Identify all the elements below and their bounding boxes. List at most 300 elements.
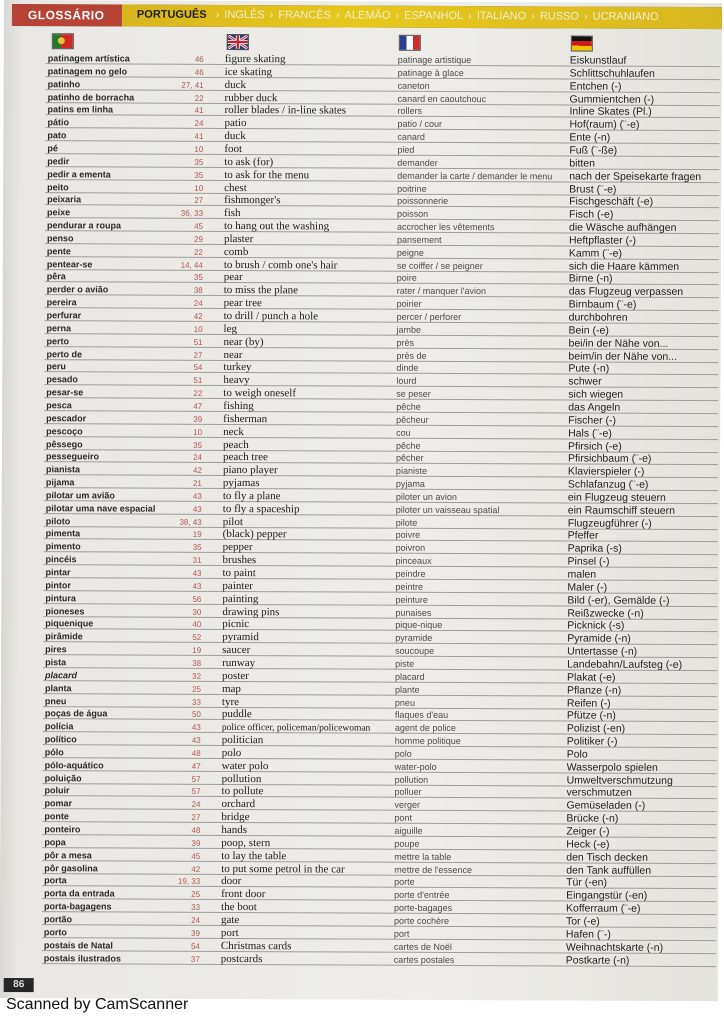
- page-reference: 57: [191, 774, 201, 784]
- french-term: peigne: [396, 247, 424, 258]
- english-term: turkey: [223, 361, 252, 374]
- german-term: Pfirsich (-e): [568, 439, 622, 453]
- french-term: percer / perforer: [396, 311, 462, 322]
- page-reference: 45: [191, 851, 201, 861]
- portuguese-term: pátio: [47, 117, 69, 128]
- portuguese-term: peixe: [47, 207, 71, 218]
- page-reference: 43: [191, 735, 201, 745]
- english-term: poster: [222, 669, 249, 682]
- english-term: foot: [224, 142, 243, 155]
- page-reference: 10: [194, 144, 204, 154]
- french-term: rollers: [397, 106, 423, 117]
- germany-flag-icon: [571, 35, 593, 51]
- german-term: beim/in der Nähe von...: [568, 350, 678, 363]
- german-term: Hof(raum) (¨-e): [569, 118, 640, 132]
- english-term: to hang out the washing: [223, 220, 330, 233]
- german-term: das Angeln: [568, 401, 621, 414]
- portuguese-term: patinho: [47, 78, 81, 90]
- page-reference: 45: [194, 221, 204, 231]
- page-reference: 41: [194, 106, 204, 116]
- english-term: to weigh oneself: [223, 387, 297, 400]
- english-term: pepper: [222, 541, 253, 554]
- portuguese-term: perder o avião: [46, 284, 109, 295]
- separator-chevron-icon: ›: [269, 9, 274, 22]
- page-reference: 35: [194, 157, 204, 167]
- page-reference: 19, 33: [177, 877, 201, 887]
- french-term: peindre: [395, 568, 426, 579]
- german-term: Pflanze (-n): [566, 684, 622, 697]
- portuguese-term: peixaria: [47, 194, 82, 205]
- page-reference: 50: [191, 710, 201, 720]
- french-term: verger: [394, 800, 421, 811]
- french-term: homme politique: [394, 735, 461, 747]
- portuguese-term: pólo-aquático: [44, 759, 104, 771]
- portuguese-term: ponteiro: [44, 824, 81, 835]
- page-reference: 43: [191, 723, 201, 733]
- german-term: Gemüseladen (-): [566, 799, 646, 813]
- french-term: canard en caoutchouc: [397, 93, 487, 104]
- english-term: tyre: [221, 695, 240, 708]
- german-term: Fuß (¨-ße): [569, 144, 618, 157]
- french-term: patinage artistique: [397, 54, 472, 66]
- french-term: pyramide: [395, 632, 433, 644]
- german-term: durchbohren: [568, 311, 628, 324]
- page-reference: 19: [192, 645, 202, 655]
- french-term: piste: [395, 658, 415, 669]
- page-reference: 42: [193, 466, 202, 476]
- german-term: Polizist (-en): [566, 722, 626, 735]
- portuguese-term: pilotar uma nave espacial: [45, 502, 156, 514]
- page-reference: 22: [193, 247, 203, 257]
- english-term: duck: [224, 130, 246, 143]
- german-term: Kamm (¨-e): [568, 247, 623, 260]
- page-reference: 35: [193, 273, 203, 283]
- glossary-title: GLOSSÁRIO: [27, 8, 105, 23]
- english-term: to brush / comb one's hair: [223, 258, 338, 272]
- language-item: UCRANIANO: [592, 10, 659, 23]
- french-term: pansement: [396, 234, 442, 245]
- german-term: Tor (-e): [565, 915, 600, 928]
- german-term: Hafen (¨-): [565, 928, 611, 941]
- english-term: picnic: [222, 618, 250, 631]
- portuguese-term: perto de: [46, 348, 82, 359]
- french-term: accrocher les vêtements: [396, 221, 495, 233]
- french-term: se peser: [396, 388, 431, 399]
- page-reference: 41: [194, 131, 204, 141]
- page-reference: 36, 33: [180, 208, 204, 219]
- uk-flag-icon: [227, 34, 249, 50]
- french-term: près: [396, 337, 415, 348]
- french-term: poitrine: [397, 183, 427, 194]
- german-term: den Tisch decken: [566, 851, 649, 864]
- german-term: Hals (¨-e): [568, 427, 612, 440]
- english-term: duck: [224, 78, 247, 91]
- page-reference: 25: [192, 684, 202, 694]
- page-reference: 10: [193, 427, 203, 437]
- portuguese-term: pé: [47, 143, 58, 154]
- german-term: Maler (-): [567, 581, 608, 594]
- page-reference: 43: [192, 491, 202, 501]
- english-term: to ask for the menu: [224, 168, 310, 181]
- german-term: Eingangstür (-en): [566, 889, 648, 903]
- french-term: peinture: [395, 594, 428, 605]
- portuguese-term: pires: [45, 644, 67, 655]
- page-reference: 33: [191, 902, 201, 912]
- portuguese-term: pedir a ementa: [47, 168, 111, 180]
- separator-chevron-icon: ›: [531, 10, 535, 23]
- page-reference: 22: [193, 388, 203, 398]
- french-term: mettre de l'essence: [394, 864, 472, 875]
- french-term: canard: [397, 131, 425, 142]
- page-reference: 43: [192, 581, 202, 591]
- german-term: Fisch (-e): [569, 208, 614, 221]
- portuguese-term: pilotar um avião: [45, 490, 115, 501]
- english-term: politician: [221, 734, 264, 747]
- glossary-header: [12, 4, 722, 29]
- english-term: comb: [223, 245, 249, 258]
- german-term: Reißzwecke (-n): [567, 607, 644, 620]
- german-term: Gummientchen (-): [569, 93, 655, 106]
- english-term: neck: [223, 425, 244, 438]
- french-term: mettre la table: [394, 851, 452, 862]
- english-term: the boot: [221, 901, 257, 914]
- portuguese-term: pôr gasolina: [44, 862, 98, 873]
- portuguese-term: porta: [44, 875, 67, 886]
- french-term: rater / manquer l'avion: [396, 286, 487, 297]
- portuguese-term: planta: [44, 682, 72, 693]
- german-term: Birnbaum (¨-e): [568, 298, 637, 311]
- page-reference: 38, 43: [179, 517, 202, 527]
- portuguese-term: pirâmide: [45, 631, 83, 642]
- portuguese-term: pato: [47, 130, 67, 141]
- portuguese-term: perna: [46, 323, 72, 334]
- french-term: pyjama: [395, 478, 425, 489]
- page-reference: 10: [194, 183, 204, 193]
- german-term: sich wiegen: [568, 388, 624, 401]
- french-term: water-polo: [394, 761, 437, 772]
- portuguese-term: pimento: [45, 541, 81, 552]
- separator-chevron-icon: ›: [215, 8, 220, 21]
- french-term: porte cochère: [393, 915, 450, 926]
- french-term: polo: [394, 748, 412, 759]
- english-term: chest: [224, 181, 247, 194]
- german-term: Fischgeschäft (-e): [569, 195, 654, 209]
- french-term: poisson: [397, 208, 429, 220]
- german-term: Brust (¨-e): [569, 182, 617, 196]
- portuguese-term: penso: [46, 233, 74, 244]
- page-reference: 56: [192, 594, 202, 604]
- french-term: pianiste: [395, 465, 428, 477]
- french-term: plante: [394, 684, 420, 695]
- english-term: leg: [223, 322, 238, 335]
- page-reference: 24: [193, 298, 203, 309]
- french-term: demander: [397, 157, 438, 168]
- english-term: peach tree: [222, 451, 268, 464]
- english-term: front door: [221, 888, 266, 901]
- page-reference: 47: [193, 401, 203, 411]
- french-term: pique-nique: [395, 620, 443, 631]
- page-reference: 48: [191, 748, 201, 758]
- language-item: FRANCÊS: [278, 9, 331, 22]
- english-term: port: [220, 926, 239, 939]
- portuguese-term: pentear-se: [46, 258, 93, 269]
- separator-chevron-icon: ›: [395, 9, 400, 22]
- portuguese-term: polícia: [44, 721, 74, 732]
- french-term: cou: [396, 427, 411, 438]
- portuguese-term: popa: [44, 837, 66, 848]
- page-reference: 57: [191, 787, 201, 797]
- portuguese-term: patinho de borracha: [47, 91, 135, 103]
- german-term: bei/in der Nähe von...: [568, 337, 669, 350]
- language-item: RUSSO: [539, 10, 579, 23]
- portuguese-term: pijama: [45, 477, 75, 488]
- french-term: près de: [396, 350, 427, 361]
- english-term: to fly a plane: [222, 489, 281, 503]
- german-term: malen: [567, 568, 597, 581]
- german-term: sich die Haare kämmen: [568, 260, 680, 273]
- english-term: polo: [221, 746, 242, 759]
- french-term: flaques d'eau: [394, 710, 449, 721]
- german-term: Inline Skates (Pl.): [569, 105, 652, 119]
- german-term: ein Flugzeug steuern: [567, 491, 666, 504]
- french-term: poivre: [395, 530, 421, 541]
- page-reference: 35: [193, 440, 203, 450]
- page-reference: 25: [191, 890, 201, 900]
- english-term: drawing pins: [222, 605, 280, 618]
- page-reference: 48: [191, 825, 201, 835]
- english-term: ice skating: [224, 65, 273, 79]
- portuguese-term: poças de água: [44, 708, 108, 719]
- english-term: pilot: [222, 515, 243, 528]
- page-reference: 24: [194, 119, 204, 129]
- portuguese-term: porto: [43, 926, 67, 938]
- german-term: Politiker (-): [566, 735, 618, 748]
- portuguese-term: pêssego: [46, 438, 83, 449]
- french-term: pêcher: [395, 453, 424, 464]
- page-reference: 51: [193, 337, 203, 347]
- page-reference: 30: [192, 607, 202, 617]
- french-term: poirier: [396, 298, 422, 309]
- english-term: fish: [224, 207, 241, 220]
- page-reference: 54: [193, 363, 203, 373]
- french-term: caneton: [397, 80, 430, 91]
- page-reference: 37: [190, 954, 200, 964]
- language-item: ALEMÃO: [344, 9, 391, 22]
- german-term: Postkarte (-n): [565, 953, 630, 967]
- french-term: punaises: [395, 607, 432, 618]
- english-term: figure skating: [224, 52, 286, 66]
- portuguese-term: peito: [47, 181, 69, 192]
- french-term: cartes de Noël: [393, 941, 452, 952]
- portuguese-term: postais ilustrados: [43, 952, 121, 964]
- page-reference: 42: [191, 864, 201, 874]
- german-term: die Wäsche aufhängen: [568, 221, 677, 234]
- page-reference: 35: [194, 170, 204, 180]
- german-term: verschmutzen: [566, 786, 632, 800]
- german-term: Bein (-e): [568, 324, 609, 337]
- english-term: to fly a spaceship: [222, 502, 300, 516]
- french-term: patio / cour: [397, 118, 443, 130]
- portuguese-term: pista: [45, 657, 67, 668]
- german-term: Pfirsichbaum (¨-e): [567, 452, 652, 466]
- portuguese-term: pedir: [47, 155, 70, 167]
- portuguese-term: pimenta: [45, 528, 81, 539]
- page-reference: 39: [193, 414, 203, 424]
- german-term: Birne (-n): [568, 272, 613, 286]
- scanner-watermark: Scanned by CamScanner: [6, 996, 189, 1013]
- page-reference: 39: [191, 928, 200, 938]
- france-flag-icon: [399, 35, 421, 51]
- english-term: fisherman: [223, 412, 268, 425]
- page-reference: 40: [192, 620, 202, 630]
- portuguese-term: pólo: [44, 747, 64, 758]
- portuguese-term: pendurar a roupa: [46, 220, 122, 231]
- portuguese-term: placard: [45, 669, 78, 681]
- page-reference: 33: [192, 697, 201, 707]
- separator-chevron-icon: ›: [583, 10, 588, 23]
- portuguese-term: pincéis: [45, 554, 77, 565]
- german-term: Reifen (-): [566, 696, 611, 710]
- portuguese-term: pomar: [44, 798, 73, 809]
- portuguese-term: pioneses: [45, 605, 85, 616]
- english-term: bridge: [221, 811, 250, 824]
- page-reference: 54: [190, 941, 200, 951]
- english-term: pear: [223, 271, 243, 284]
- page-reference: 10: [193, 324, 203, 334]
- portuguese-term: piquenique: [45, 618, 94, 629]
- english-term: saucer: [222, 644, 251, 657]
- french-term: piloter un avion: [395, 491, 457, 502]
- french-term: lourd: [396, 375, 417, 387]
- page-reference: 32: [192, 671, 202, 681]
- portuguese-term: pêra: [46, 271, 66, 282]
- portuguese-term: piloto: [45, 515, 71, 526]
- german-term: Schlafanzug (¨-e): [567, 478, 649, 491]
- german-term: ein Raumschiff steuern: [567, 504, 676, 517]
- portugal-flag-icon: [52, 33, 74, 49]
- french-term: se coiffer / se peigner: [396, 260, 483, 271]
- page-reference: 14, 44: [180, 260, 203, 270]
- english-term: painter: [222, 579, 254, 592]
- german-term: schwer: [568, 375, 602, 388]
- page-reference: 24: [191, 915, 201, 925]
- french-term: pinceaux: [395, 555, 432, 567]
- german-term: Pfütze (-n): [566, 709, 616, 723]
- english-term: near (by): [223, 335, 264, 348]
- page-reference: 46: [194, 54, 204, 64]
- portuguese-term: pneu: [44, 695, 67, 706]
- german-term: Weihnachtskarte (-n): [565, 941, 664, 954]
- english-term: pollution: [221, 772, 262, 785]
- german-term: den Tank auffüllen: [566, 864, 652, 877]
- french-term: porte d'entrée: [394, 889, 450, 901]
- french-term: poivron: [395, 543, 426, 554]
- english-term: to paint: [222, 566, 256, 580]
- english-term: pyjamas: [222, 477, 260, 490]
- english-term: piano player: [222, 464, 278, 477]
- english-term: postcards: [220, 952, 263, 965]
- english-term: to lay the table: [221, 849, 287, 862]
- french-term: polluer: [394, 787, 422, 798]
- english-term: orchard: [221, 798, 256, 811]
- french-term: port: [393, 928, 410, 939]
- english-term: water polo: [221, 759, 269, 772]
- french-term: aiguille: [394, 825, 423, 836]
- portuguese-term: pesado: [46, 374, 78, 385]
- portuguese-term: pescoço: [46, 425, 83, 436]
- german-term: Flugzeugführer (-): [567, 517, 652, 530]
- english-term: fishmonger's: [224, 194, 281, 207]
- page-reference: 46: [194, 67, 204, 77]
- current-language: PORTUGUÊS: [136, 8, 207, 21]
- page-reference: 21: [192, 478, 202, 488]
- portuguese-term: patinagem artística: [47, 53, 130, 64]
- french-term: pneu: [394, 697, 415, 708]
- portuguese-term: pescador: [46, 412, 87, 424]
- german-term: Heftpflaster (-): [568, 234, 637, 247]
- english-term: puddle: [221, 708, 252, 721]
- german-term: Umweltverschmutzung: [566, 774, 673, 787]
- english-term: fishing: [223, 399, 254, 413]
- page-reference: 47: [191, 761, 201, 771]
- german-term: Pfeffer: [567, 529, 599, 543]
- english-term: patio: [224, 117, 247, 130]
- english-term: (black) pepper: [222, 528, 287, 541]
- page-reference: 52: [192, 633, 202, 643]
- german-term: Pute (-n): [568, 362, 610, 376]
- language-item: ITALIANO: [476, 10, 527, 23]
- french-term: pêche: [396, 440, 421, 451]
- german-term: Heck (-e): [566, 838, 610, 851]
- separator-chevron-icon: ›: [468, 10, 472, 23]
- english-term: plaster: [223, 232, 254, 245]
- page-reference: 27: [194, 196, 204, 206]
- french-term: pilote: [395, 517, 418, 528]
- language-bar: [137, 9, 659, 23]
- english-term: painting: [222, 592, 259, 605]
- english-term: map: [221, 682, 241, 695]
- german-term: Landebahn/Laufsteg (-e): [567, 658, 683, 671]
- portuguese-term: poluição: [44, 772, 82, 783]
- page-reference: 42: [193, 311, 203, 321]
- english-term: brushes: [222, 554, 257, 567]
- french-term: peintre: [395, 581, 423, 592]
- page-reference: 51: [193, 376, 203, 386]
- english-term: heavy: [223, 374, 250, 387]
- portuguese-term: patinagem no gelo: [47, 66, 128, 77]
- portuguese-term: porta da entrada: [44, 888, 115, 899]
- french-term: poissonnerie: [397, 196, 449, 207]
- french-term: cartes postales: [393, 954, 455, 965]
- english-term: poop, stern: [221, 836, 271, 850]
- english-term: to pollute: [221, 785, 264, 798]
- french-term: dinde: [396, 363, 419, 374]
- french-term: demander la carte / demander le menu: [397, 170, 553, 182]
- portuguese-term: pessegueiro: [45, 451, 100, 462]
- english-term: gate: [220, 913, 240, 926]
- german-term: Pinsel (-): [567, 555, 610, 568]
- page-reference: 38: [193, 286, 203, 296]
- portuguese-term: pintura: [45, 592, 76, 604]
- german-term: Fischer (-): [568, 414, 617, 427]
- portuguese-term: postais de Natal: [43, 939, 113, 951]
- portuguese-term: ponte: [44, 811, 69, 822]
- german-term: Paprika (-s): [567, 542, 622, 555]
- portuguese-term: patins em linha: [47, 104, 114, 115]
- page-reference: 29: [194, 234, 203, 244]
- german-term: Wasserpolo spielen: [566, 761, 658, 774]
- page-reference: 31: [192, 555, 202, 566]
